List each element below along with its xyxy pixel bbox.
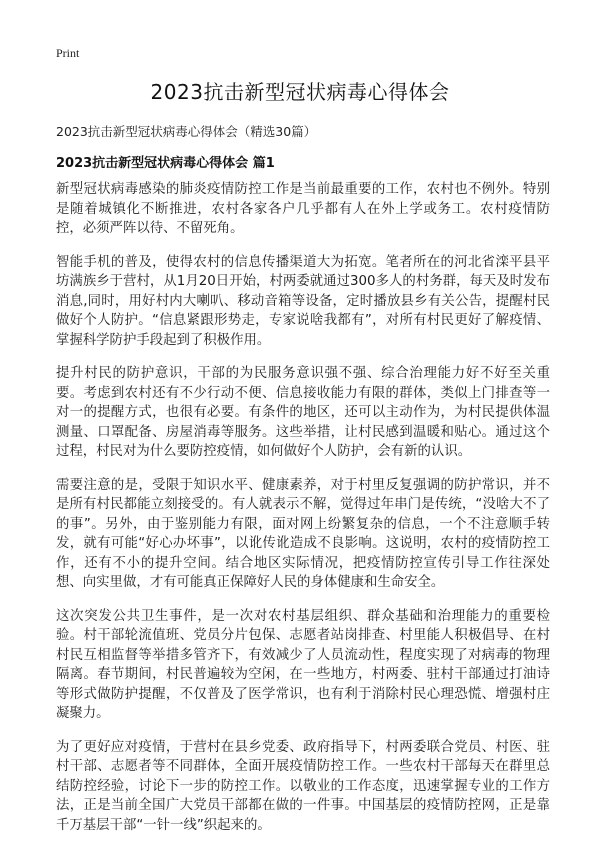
section-heading: 2023抗击新型冠状病毒心得体会 篇1 xyxy=(56,156,275,171)
paragraph: 新型冠状病毒感染的肺炎疫情防控工作是当前最重要的工作，农村也不例外。特别是随着城镇化不断推进，农村各家各户几乎都有人在外上学或务工。农村疫情防控，必须严阵以待、不留死角。 xyxy=(56,182,550,236)
paragraph: 这次突发公共卫生事件，是一次对农村基层组织、群众基础和治理能力的重要检验。村干部轮流值班、党员分片包保、志愿者站岗排查、村里能人积极倡导、在村村民互相监督等举措多管齐下，有效减少了人员流动性，程度实现了对病毒的物理隔离。春节期间，村民普遍较为空闲，在一些地方，村两委、驻村干部通过打油诗等形式做防护提醒，不仅普及了医学常识，也有利于消除村民心理恐慌、增强村庄凝聚力。 xyxy=(56,608,550,721)
page-title: 2023抗击新型冠状病毒心得体会 xyxy=(150,80,450,104)
paragraph: 为了更好应对疫情，于营村在县乡党委、政府指导下，村两委联合党员、村医、驻村干部、志愿者等不同群体，全面开展疫情防控工作。一些农村干部每天在群里总结防控经验，讨论下一步的防控工作。以敬业的工作态度，迅速掌握专业的工作方法，正是当前全国广大党员干部都在做的一件事。中国基层的疫情防控网，正是靠千万基层干部“一针一线”织起来的。 xyxy=(56,739,550,833)
paragraph: 智能手机的普及，使得农村的信息传播渠道大为拓宽。笔者所在的河北省滦平县平坊满族乡于营村，从1月20日开始，村两委就通过300多人的村务群，每天及时发布消息,同时，用好村内大喇叭、移动音箱等设备，定时播放县乡有关公告，提醒村民做好个人防护。“信息紧跟形势走，专家说啥我都有”，对所有村民更好了解疫情、掌握科学防护手段起到了积极作用。 xyxy=(56,254,550,348)
paragraph: 需要注意的是，受限于知识水平、健康素养，对于村里反复强调的防护常识，并不是所有村民都能立刻接受的。有人就表示不解，觉得过年串门是传统，“没啥大不了的事”。另外，由于鉴别能力有限，面对网上纷繁复杂的信息，一个不注意顺手转发，就有可能“好心办坏事”，以讹传讹造成不良影响。这说明，农村的疫情防控工作，还有不小的提升空间。结合地区实际情况，把疫情防控宣传引导工作往深处想、向实里做，才有可能真正保障好人民的身体健康和生命安全。 xyxy=(56,477,550,590)
paragraph: 提升村民的防护意识，干部的为民服务意识强不强、综合治理能力好不好至关重要。考虑到农村还有不少行动不便、信息接收能力有限的群体，类似上门排查等一对一的提醒方式，也很有必要。有条件的地区，还可以主动作为，为村民提供体温测量、口罩配备、房屋消毒等服务。这些举措，让村民感到温暖和贴心。通过这个过程，村民对为什么要防控疫情，如何做好个人防护，会有新的认识。 xyxy=(56,366,550,459)
document-subtitle: 2023抗击新型冠状病毒心得体会（精选30篇） xyxy=(56,124,317,139)
print-link[interactable]: Print xyxy=(56,46,80,60)
article-body xyxy=(56,180,550,849)
